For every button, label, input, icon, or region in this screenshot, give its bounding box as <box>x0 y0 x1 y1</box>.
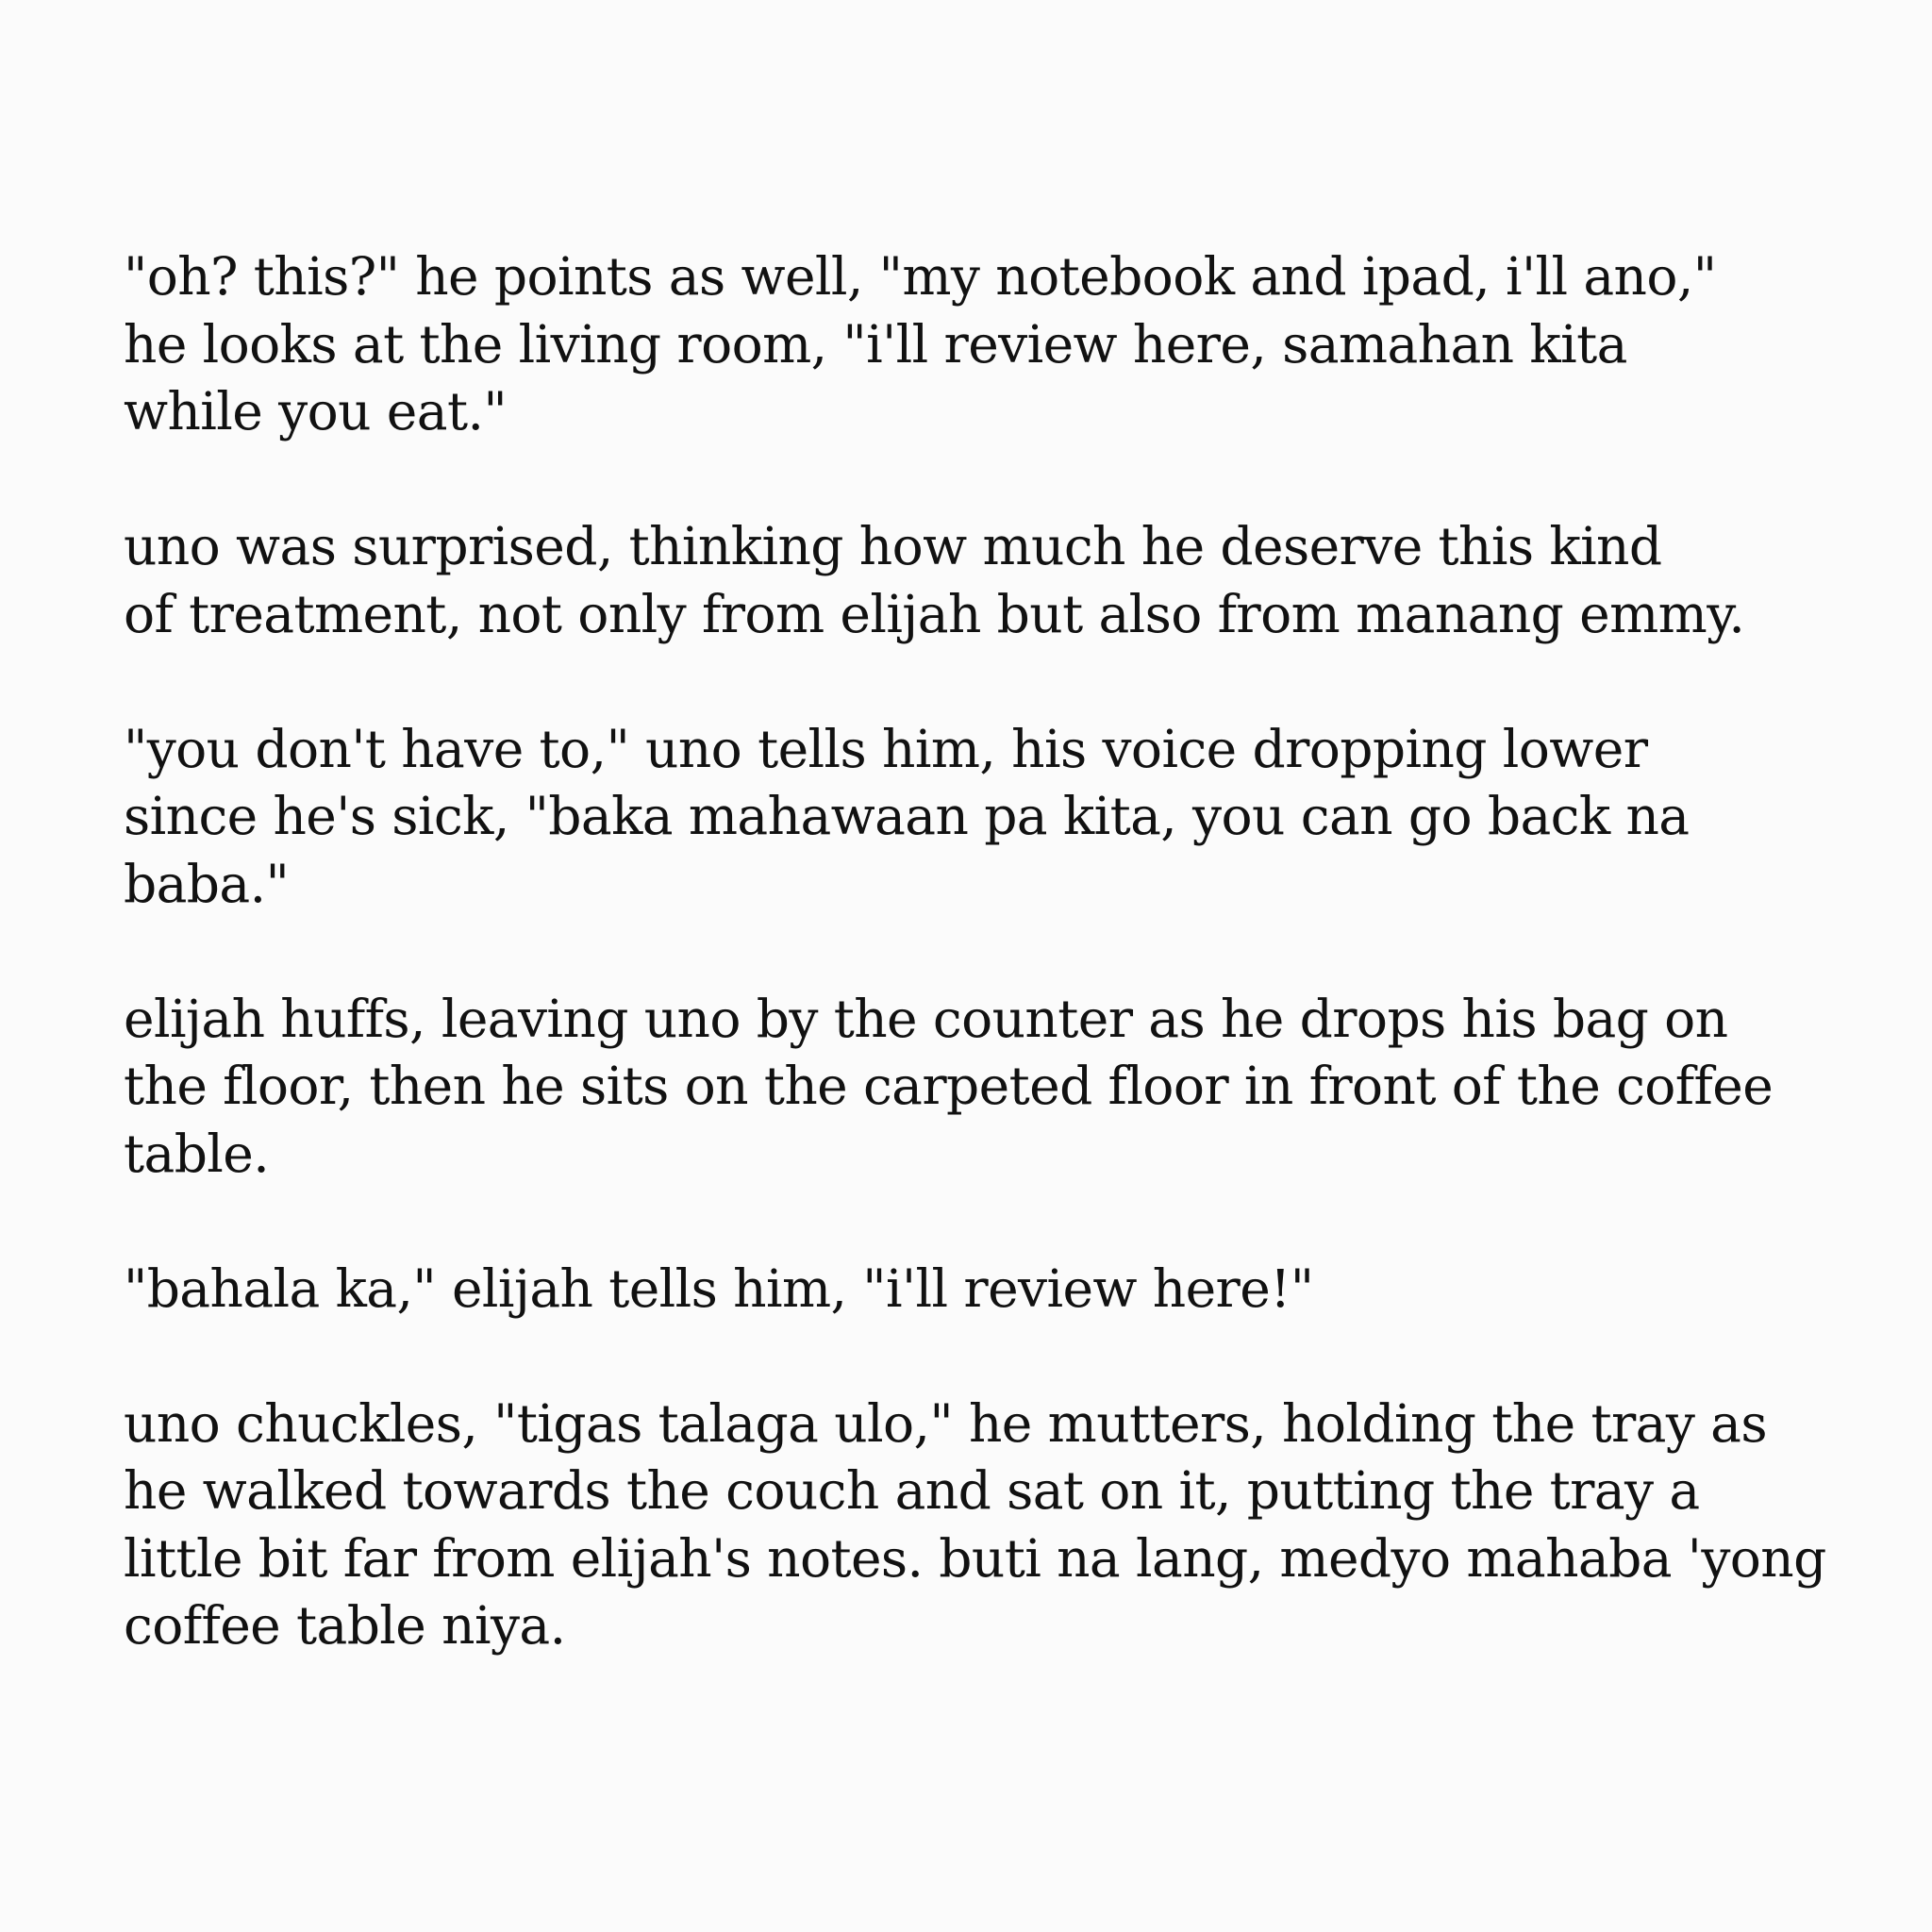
text-line: "bahala ka," elijah tells him, "i'll review here!" <box>124 1257 1314 1319</box>
text-line: since he's sick, "baka mahawaan pa kita, you can go back na <box>124 786 1690 846</box>
text-line: baba." <box>124 853 290 914</box>
text-line: he looks at the living room, "i'll review here, samahan kita <box>124 313 1627 375</box>
text-line: elijah huffs, leaving uno by the counter as he drops his bag on <box>124 988 1728 1049</box>
text-line: the floor, then he sits on the carpeted floor in front of the coffee <box>124 1056 1774 1116</box>
story-text <box>124 243 1826 1660</box>
paragraph-1 <box>124 243 1822 446</box>
text-line: of treatment, not only from elijah but also from manang emmy. <box>124 583 1745 644</box>
text-line: uno was surprised, thinking how much he deserve this kind <box>124 516 1662 576</box>
text-line: while you eat." <box>124 381 508 441</box>
paragraph-4 <box>124 986 1822 1189</box>
text-line: he walked towards the couch and sat on it, putting the tray a <box>124 1460 1700 1521</box>
text-line: coffee table niya. <box>124 1595 566 1656</box>
paragraph-2 <box>124 513 1822 648</box>
paragraph-6 <box>124 1391 1826 1660</box>
text-line: table. <box>124 1123 270 1184</box>
text-line: "you don't have to," uno tells him, his voice dropping lower <box>124 718 1648 779</box>
text-line: little bit far from elijah's notes. buti na lang, medyo mahaba 'yong <box>124 1527 1826 1589</box>
paragraph-3 <box>124 716 1822 919</box>
text-line: "oh? this?" he points as well, "my notebook and ipad, i'll ano," <box>124 246 1717 307</box>
text-line: uno chuckles, "tigas talaga ulo," he mutters, holding the tray as <box>124 1392 1768 1454</box>
paragraph-5 <box>124 1256 1822 1324</box>
